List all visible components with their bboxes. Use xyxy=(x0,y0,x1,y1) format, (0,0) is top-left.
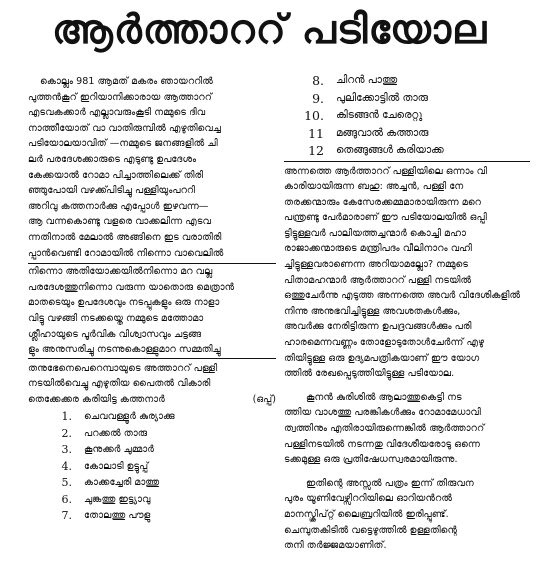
text-line: മാനസ്ക്രിപ്റ്റ് ലൈബ്രറിയിൽ ഇരിപ്പുണ്ട്. xyxy=(284,508,449,520)
text-line: തനുഭേനെപെറെമ്പായുടെ അത്താററ് പള്ളി xyxy=(28,362,218,374)
right-column xyxy=(284,70,530,554)
document-title: ആർത്താററ് പടിയോല xyxy=(51,7,488,53)
text-line: ഇതിന്റെ അസ്സൽ പത്രം ഇന്ന് തിരുവന xyxy=(306,477,474,489)
text-line: നാത്തീയോത് വാ വാതിരുമ്പിൽ എഴുതിവെച്ച xyxy=(28,122,222,134)
text-line: പിതാമഹന്മാർ ആർത്താററ് പള്ളി നടയിൽ xyxy=(284,274,472,286)
text-line: ത്വത്തിനും എതിരായിരുന്നെങ്കിൽ ആർത്താററ് xyxy=(284,423,485,434)
list-item: 6. ചുങ്കത്തു ഇട്ട്യാവു xyxy=(61,492,151,506)
text-line: ശ്ലീഹായുടെ പൂർവിക വിശ്വാസവും ചട്ടങ്ങ xyxy=(28,328,202,340)
text-line: ളും അനുസരിച്ചു നടന്നുകൊള്ളുമാറ സമ്മതിച്ചു xyxy=(28,344,221,356)
text-line: തനി തർജ്ജമയാണിത്. xyxy=(284,540,387,552)
text-line: പള്ളിനടയിൽ നടന്നതു വിദേശീയരോടു ഒന്നെ xyxy=(284,438,480,450)
text-line: കാരിയായിരുന്ന ബഹു: അച്ചൻ, പള്ളി നേ xyxy=(284,181,464,193)
left-column xyxy=(28,72,276,524)
text-line: വിട്ടു വഴങ്ങി നടക്കയ്തെ നമ്മുടെ മത്തോമാ xyxy=(28,312,204,324)
text-line: നിന്നു അനുഭവിച്ചിട്ടുള്ള അവശതകൾക്കും, xyxy=(284,305,461,317)
text-line: തിയിട്ടുള്ള ഒരു ഉദ്യമപത്രികയാണ് ഈ യോഗ xyxy=(284,352,480,364)
text-line: അറിവു കത്തനാർക്കു എപ്പോൾ ഇഴവന്ന— xyxy=(28,200,209,212)
text-line: ഒത്തുചേർന്നു എടുത്ത അന്നത്തെ അവർ വിദേശികളിൽ xyxy=(284,290,521,302)
text-line: കൊല്ലം 981 ആമത് മകരം ഞായററിൽ xyxy=(40,76,213,87)
text-line: ട്ടിട്ടുള്ളവർ പാലിയത്തച്ചന്മാർ കൊച്ചി മഹാ xyxy=(284,227,466,239)
text-line: പുത്തൻകൂറ് ഇറിയാനിക്കാരായ ആത്താററ് xyxy=(28,91,212,103)
text-line: ത്തിൽ രേഖപ്പെടുത്തിയിട്ടുള്ള പടിയോല. xyxy=(284,368,455,380)
text-line: രാജാക്കന്മാരുടെ മന്ത്രിപദം വീലിനാറം വഹി xyxy=(284,243,472,255)
text-line: ചെമ്പുതകിടിൽ വട്ടെഴുത്തിൽ ഉള്ളതിന്റെ xyxy=(284,524,458,536)
text-line: ഞ്ഞുപോയി വഴക്ക്പിടിച്ചു പള്ളിയുംപററി xyxy=(28,185,195,197)
list-item: 5. കാക്കച്ചേരി മാത്തു xyxy=(61,476,160,490)
text-line: പന്ത്രണ്ടു പേർമാരാണ് ഈ പടിയോലയിൽ ഒപ്പി xyxy=(284,212,487,224)
list-item: 1. ചെവവള്ളൂർ കുര്യാക്കു xyxy=(61,410,175,424)
text-line: അവർക്കു നേരിട്ടിരുന്ന ഉപദ്രവങ്ങൾക്കും പരി xyxy=(284,321,472,333)
text-line: നടയിൽവെച്ചു എഴുതിയ പൈതൽ വികാരി xyxy=(28,378,211,390)
text-line: തെക്കേക്കര കരിയിട്ട കത്തനാർ xyxy=(28,393,165,405)
text-line: പ്പാൻവെണ്ടി റോമായിൽ നിന്നൊ വാവെലിൽ xyxy=(28,247,224,259)
left-paragraph-2 xyxy=(28,361,276,408)
list-item: 11 മങ്ങുവാൽ കത്താരു xyxy=(308,125,429,141)
right-paragraph-1 xyxy=(284,164,530,382)
text-line: പുരം യൂണിവേഴ്സിററിയിലെ ഓറിയൻറൽ xyxy=(284,493,453,505)
text-line: കൂനൻ കുരിശിൽ ആലാത്തുകെട്ടി നട xyxy=(306,391,462,403)
right-paragraph-3 xyxy=(284,476,530,554)
right-paragraph-2 xyxy=(284,390,530,468)
signatory-list xyxy=(28,409,276,524)
left-paragraph-1 xyxy=(28,74,276,359)
text-line: പടിയോലയാവിത് —നമ്മുടെ ജനങ്ങളിൽ ചി xyxy=(28,138,218,150)
text-line: ഹാരമെന്നവണ്ണം തോളോടുതോൾചേർന്ന് എഴു xyxy=(284,337,485,349)
boxed-passage xyxy=(28,263,276,359)
text-line: കേക്കയാൽ റോമാ പിച്ചാത്തിലെക്ക് തിരി xyxy=(28,169,204,181)
text-line: ത്തിയ വാശത്തു പരങ്കികൾക്കും റോമാമേധാവി xyxy=(284,407,481,419)
text-line: ആ വന്നകൊണ്ടു വളരെ വാക്കലിന്ന എടവ xyxy=(28,216,211,228)
text-line: ച്ചിട്ടുള്ളവരാണെന്ന അറിയാമല്ലോ? നമ്മുടെ xyxy=(284,259,469,271)
list-item: 8. ചിറൻ പാത്തു xyxy=(312,73,398,88)
text-line: ലർ പരദേശക്കാരുടെ എടുണ്ടു ഉപദേശം xyxy=(28,153,197,165)
text-line: നിന്നൊ അതിയോക്കയിൽനിന്നൊ മറ വല്ല xyxy=(28,266,213,278)
list-item: 9. പുലിക്കോട്ടിൽ താരു xyxy=(312,90,428,106)
section-divider xyxy=(284,161,530,162)
list-item: 4. കോലാടി ഉട്ടുപ്പ് xyxy=(61,459,149,473)
text-line: ടക്കമുള്ള ഒരു പ്രതിഷേധസ്വരമായിരുന്നു. xyxy=(284,454,458,466)
list-item: 12 തെങ്ങുങ്ങൾ കരിയാക്ക xyxy=(308,143,444,158)
text-line: പരദേശത്തുനിന്നൊ വരുന്ന യാതൊരു മെത്രാൻ xyxy=(28,281,235,293)
signatory-list-continued xyxy=(284,72,530,160)
list-item: 7. തോലത്തു പൗളു xyxy=(61,508,151,522)
list-item: 3. കൂനുക്കർ ചുമ്മാർ xyxy=(61,443,154,457)
text-line: എടവകക്കാർ എല്ലാവരുംകൂടി നമ്മുടെ ദിവ xyxy=(28,107,206,119)
list-item: 10. കിടങ്ങൻ ചേരെറ്റു xyxy=(304,108,423,123)
text-line: അന്നത്തെ ആർത്താററ് പള്ളിയിലെ ഒന്നാം വി xyxy=(284,165,488,177)
text-line: തരക്കന്മാരും കേസേരക്കമ്മമാരായിരുന്ന മറെ xyxy=(284,196,482,208)
signature-label: (ഒപ്പ്) xyxy=(252,393,276,405)
text-line: മാതടെയും ഉപദേശവും നടപ്പുകളും ഒരു നാളാ xyxy=(28,297,220,309)
text-line: ന്നതിനാൽ മേലാൽ അങ്ങിനെ ഇട വരാതിരി xyxy=(28,231,222,243)
list-item: 2. പറക്കൽ താരു xyxy=(61,426,148,440)
